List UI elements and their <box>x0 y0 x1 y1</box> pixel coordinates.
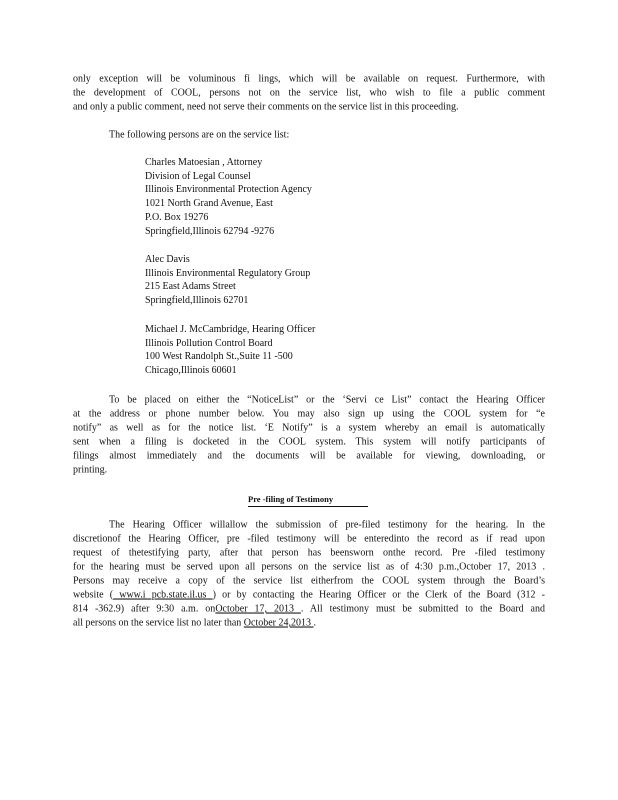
service-entry-line: Michael J. McCambridge, Hearing Officer <box>145 324 316 335</box>
service-entry-line: 215 East Adams Street <box>145 281 236 293</box>
notice-line-1: To be placed on either the “NoticeList” or the ‘Servi ce List” contact the Hearing Officer <box>109 394 545 406</box>
testimony-line-8-before: all persons on the service list no later than <box>73 617 244 629</box>
testimony-line-5: Persons may receive a copy of the service list eitherfrom the COOL system through the Board’s <box>73 575 545 587</box>
testimony-line-7-after: . All testimony must be submitted to the Board and <box>300 603 545 615</box>
service-entry-line: Springfield,Illinois 62701 <box>145 295 249 307</box>
service-entry-line: Springfield,Illinois 62794 -9276 <box>145 225 275 237</box>
section-heading: Pre -filing of Testimony <box>248 494 334 504</box>
service-entry-hearing-officer <box>145 323 315 378</box>
notice-line-3: notify” as well as for the notice list. ‘E Notify” is a system whereby an email is automatically <box>73 422 545 434</box>
heading-underline <box>248 506 368 507</box>
service-entry-ierg <box>145 253 310 308</box>
testimony-line-6 <box>73 588 545 602</box>
intro-line-1: only exception will be voluminous fi lings, which will be available on request. Furthermore, with <box>73 73 545 85</box>
testimony-line-4: for the hearing must be served upon all persons on the service list as of 4:30 p.m.,October 17, 2013 . <box>73 561 545 573</box>
board-website-link[interactable]: www.i pcb.state.il.us <box>113 589 213 601</box>
testimony-line-3: request of thetestifying party, after that person has beensworn onthe record. Pre -filed testimony <box>73 547 545 559</box>
testimony-line-1: The Hearing Officer willallow the submission of pre-filed testimony for the hearing. In the <box>109 519 545 531</box>
service-entry-epa <box>145 156 312 238</box>
service-list-intro: The following persons are on the service list: <box>109 129 290 141</box>
testimony-line-8-after: . <box>313 617 317 629</box>
testimony-line-2: discretionof the Hearing Officer, pre -filed testimony will be enteredinto the record as if read upon <box>73 533 545 545</box>
testimony-line-8 <box>73 616 545 630</box>
notice-line-2: at the address or phone number below. You may also sign up using the COOL system for “e <box>73 408 545 420</box>
service-deadline-date: October 24,2013 <box>243 617 314 629</box>
testimony-line-7-before: 814 -362.9) after 9:30 a.m. on <box>73 603 216 615</box>
intro-line-2: the development of COOL, persons not on the service list, who wish to file a public comment <box>73 87 545 99</box>
testimony-line-7 <box>73 602 545 616</box>
testimony-line-6-before: website ( <box>73 589 114 601</box>
testimony-line-6-after: ) or by contacting the Hearing Officer or the Clerk of the Board (312 - <box>212 589 545 601</box>
notice-line-5: filings almost immediately and the documents will be available for viewing, downloading, or <box>73 450 545 462</box>
intro-line-3: and only a public comment, need not serve their comments on the service list in this proceeding. <box>73 101 459 113</box>
service-entry-line: Illinois Environmental Regulatory Group <box>145 267 311 279</box>
service-entry-line: P.O. Box 19276 <box>145 211 209 223</box>
service-entry-line: Illinois Environmental Protection Agency <box>145 184 312 196</box>
service-entry-line: Division of Legal Counsel <box>145 170 251 182</box>
service-entry-line: Charles Matoesian , Attorney <box>145 157 263 168</box>
service-entry-line: Alec Davis <box>145 254 190 265</box>
service-entry-line: Illinois Pollution Control Board <box>145 337 273 349</box>
service-entry-line: 100 West Randolph St.,Suite 11 -500 <box>145 351 293 363</box>
prefiling-date: October 17, 2013 <box>215 603 301 615</box>
service-entry-line: Chicago,Illinois 60601 <box>145 365 237 377</box>
notice-line-4: sent when a filing is docketed in the COOL system. This system will notify participants of <box>73 436 545 448</box>
service-entry-line: 1021 North Grand Avenue, East <box>145 198 273 210</box>
notice-line-6: printing. <box>73 464 108 476</box>
